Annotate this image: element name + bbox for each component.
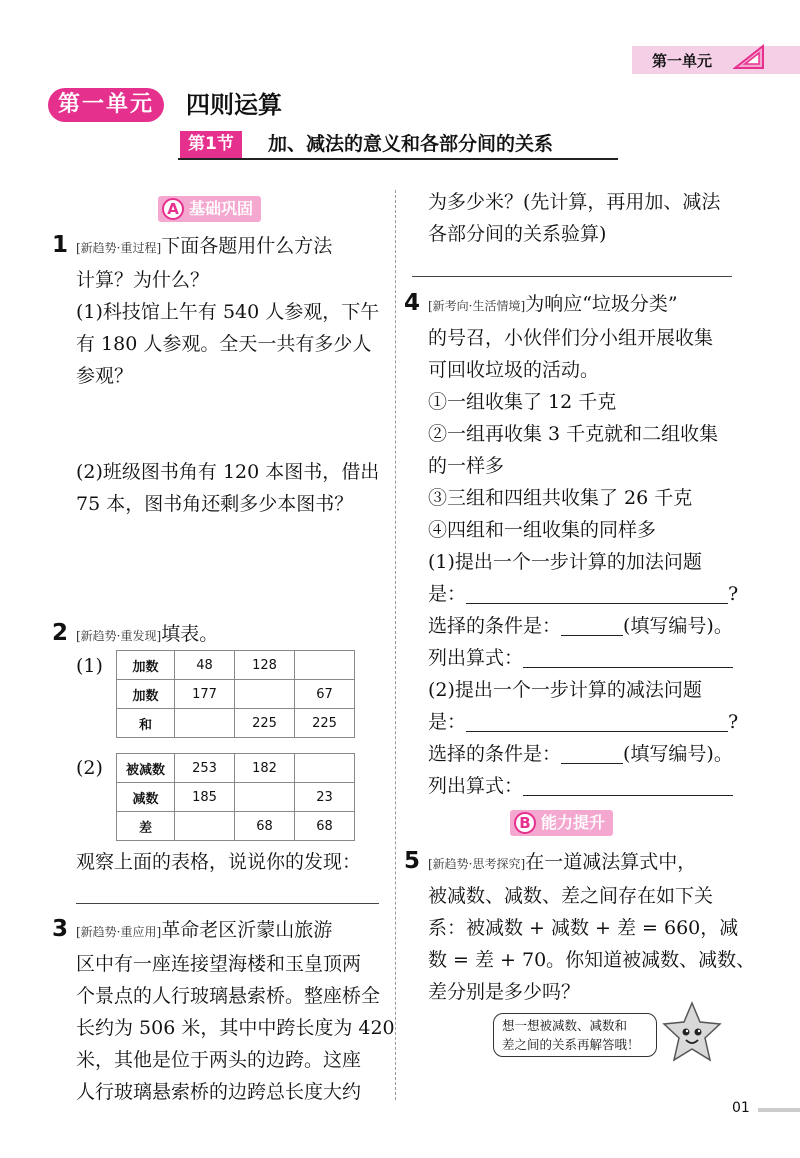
- answer-blank[interactable]: [561, 742, 623, 764]
- q4-is-label: 是：: [428, 711, 467, 733]
- q3-separator: [76, 903, 379, 904]
- q3-block: [76, 914, 395, 1108]
- table2-label: (2): [76, 757, 103, 779]
- q5-line: 数 = 差 + 70。你知道被减数、减数、: [428, 949, 756, 971]
- answer-blank[interactable]: [466, 582, 728, 604]
- table-cell: 68: [235, 812, 295, 841]
- q4-formula-label: 列出算式：: [428, 775, 524, 797]
- q3-line: 人行玻璃悬索桥的边跨总长度大约: [76, 1081, 362, 1103]
- table-cell: 67: [295, 680, 355, 709]
- table-blank-cell[interactable]: [235, 680, 295, 709]
- q3-cont-line: 各部分间的关系验算): [428, 223, 607, 245]
- table-cell: 差: [117, 812, 175, 841]
- q5-tag: [新趋势·思考探究]: [428, 857, 526, 871]
- q5-line: 在一道减法算式中，: [525, 851, 697, 873]
- q3-line: 个景点的人行玻璃悬索桥。整座桥全: [76, 985, 381, 1007]
- question-mark: ?: [728, 583, 739, 605]
- q3-number: 3: [52, 916, 69, 942]
- column-divider: [395, 190, 396, 1100]
- q5-line: 系：被减数 + 减数 + 差 = 660，减: [428, 917, 739, 939]
- question-mark: ?: [728, 711, 739, 733]
- page-number-bar: [758, 1108, 800, 1112]
- q4-condition: 的一样多: [428, 455, 505, 477]
- table-cell: 48: [175, 651, 235, 680]
- q5-number: 5: [404, 848, 421, 874]
- table-cell: 225: [295, 709, 355, 738]
- q4-block: [428, 288, 738, 802]
- q4-condition: ③三组和四组共收集了 26 千克: [428, 487, 693, 509]
- q5-line: 差分别是多少吗？: [428, 981, 581, 1003]
- table-cell: 177: [175, 680, 235, 709]
- q2-text: 填表。: [161, 623, 219, 645]
- table-cell: 185: [175, 783, 235, 812]
- answer-blank[interactable]: [561, 614, 623, 636]
- q1-part2: [76, 456, 379, 520]
- table-blank-cell[interactable]: [295, 651, 355, 680]
- q2-observe: 观察上面的表格，说说你的发现：: [76, 851, 362, 873]
- table-cell: 加数: [117, 651, 175, 680]
- ruler-icon: [733, 42, 767, 72]
- table1-label: (1): [76, 655, 103, 677]
- q1-line: 计算？为什么？: [76, 269, 210, 291]
- q5-line: 被减数、减数、差之间存在如下关: [428, 885, 714, 907]
- q3-continued: [428, 186, 720, 250]
- table-cell: 加数: [117, 680, 175, 709]
- answer-blank[interactable]: [466, 710, 728, 732]
- section-title: 加、减法的意义和各部分间的关系: [268, 133, 554, 155]
- level-a-badge: [158, 196, 261, 222]
- answer-blank[interactable]: [523, 774, 733, 796]
- unit-badge: 第一单元: [48, 88, 164, 122]
- q2-number: 2: [52, 620, 69, 646]
- hint-line: 差之间的关系再解答哦！: [502, 1037, 640, 1052]
- q4-condition: ①一组收集了 12 千克: [428, 391, 617, 413]
- q1-line: (1)科技馆上午有 540 人参观，下午: [76, 301, 380, 323]
- hint-bubble: [493, 1013, 657, 1057]
- q4-is-label: 是：: [428, 583, 467, 605]
- level-b-badge: [510, 810, 613, 836]
- q4-cond-label: 选择的条件是：: [428, 615, 562, 637]
- page-number: 01: [732, 1100, 750, 1116]
- hint-line: 想一想被减数、减数和: [502, 1018, 628, 1033]
- q4-condition: ④四组和一组收集的同样多: [428, 519, 657, 541]
- q4-part1: (1)提出一个一步计算的加法问题: [428, 551, 702, 573]
- q4-condition: ②一组再收集 3 千克就和二组收集: [428, 423, 719, 445]
- q4-number: 4: [404, 290, 421, 316]
- q3-line: 米，其他是位于两头的边跨。这座: [76, 1049, 362, 1071]
- table-cell: 和: [117, 709, 175, 738]
- q4-separator: [412, 276, 732, 277]
- level-a-label: 基础巩固: [189, 199, 254, 218]
- table-blank-cell[interactable]: [175, 709, 235, 738]
- q1-line: 有 180 人参观。全天一共有多少人: [76, 333, 372, 355]
- section-badge: 第1节: [180, 131, 242, 158]
- unit-tab-label: 第一单元: [652, 52, 713, 70]
- q4-formula-label: 列出算式：: [428, 647, 524, 669]
- level-b-label: 能力提升: [541, 813, 606, 832]
- table-cell: 253: [175, 754, 235, 783]
- table-cell: 182: [235, 754, 295, 783]
- table-cell: 减数: [117, 783, 175, 812]
- q1-tag: [新趋势·重过程]: [76, 241, 162, 255]
- addition-table: [116, 650, 355, 738]
- star-mascot-icon: [662, 1000, 722, 1066]
- q4-cond-label: 选择的条件是：: [428, 743, 562, 765]
- q2-prompt: [76, 618, 218, 652]
- table-cell: 23: [295, 783, 355, 812]
- subtraction-table: [116, 753, 355, 841]
- level-a-letter: A: [162, 198, 184, 220]
- q4-part2: (2)提出一个一步计算的减法问题: [428, 679, 702, 701]
- level-b-letter: B: [514, 812, 536, 834]
- q1-number: 1: [52, 232, 69, 258]
- q1-block: [76, 230, 379, 392]
- answer-blank[interactable]: [523, 646, 733, 668]
- unit-title: 四则运算: [186, 91, 282, 119]
- q4-line: 为响应“垃圾分类”: [525, 293, 678, 315]
- q1-part2-line: (2)班级图书角有 120 本图书，借出: [76, 461, 380, 483]
- q1-part2-line: 75 本，图书角还剩多少本图书？: [76, 493, 354, 515]
- q4-cond-note: (填写编号)。: [623, 615, 733, 637]
- q1-line: 参观？: [76, 365, 134, 387]
- q2-tag: [新趋势·重发现]: [76, 629, 162, 643]
- table-cell: 225: [235, 709, 295, 738]
- q3-line: 革命老区沂蒙山旅游: [161, 919, 333, 941]
- q1-line: 下面各题用什么方法: [161, 235, 333, 257]
- q5-block: [428, 846, 755, 1008]
- table-blank-cell[interactable]: [175, 812, 235, 841]
- table-blank-cell[interactable]: [295, 754, 355, 783]
- table-cell: 68: [295, 812, 355, 841]
- q3-line: 区中有一座连接望海楼和玉皇顶两: [76, 953, 362, 975]
- q4-line: 的号召，小伙伴们分小组开展收集: [428, 327, 714, 349]
- q3-tag: [新趋势·重应用]: [76, 925, 162, 939]
- q4-cond-note: (填写编号)。: [623, 743, 733, 765]
- table-cell: 128: [235, 651, 295, 680]
- q3-cont-line: 为多少米？(先计算，再用加、减法: [428, 191, 721, 213]
- table-blank-cell[interactable]: [235, 783, 295, 812]
- q3-line: 长约为 506 米，其中中跨长度为 420: [76, 1017, 395, 1039]
- table-cell: 被减数: [117, 754, 175, 783]
- q4-tag: [新考向·生活情境]: [428, 299, 526, 313]
- q4-line: 可回收垃圾的活动。: [428, 359, 600, 381]
